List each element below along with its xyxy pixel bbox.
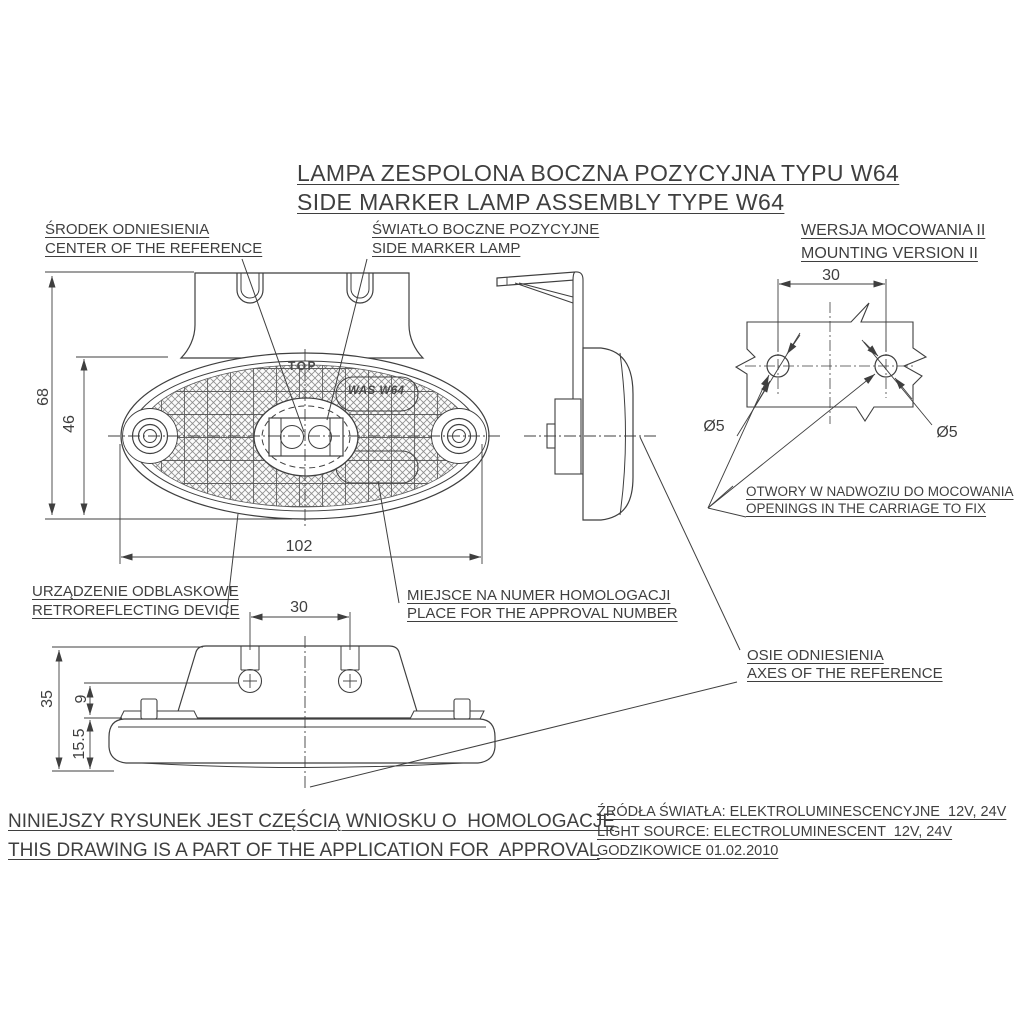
dim-mount-hole-spacing: 30	[822, 267, 840, 284]
light-source-en: LIGHT SOURCE: ELECTROLUMINESCENT 12V, 24V	[597, 824, 953, 840]
dim-stud-spacing: 30	[290, 599, 308, 616]
bottom-view-drawing	[109, 636, 495, 790]
side-view-drawing	[497, 272, 658, 520]
callout-center-reference-pl: ŚRODEK ODNIESIENIA	[45, 221, 210, 238]
dim-total-depth: 35	[39, 690, 56, 708]
callout-mounting-version-pl: WERSJA MOCOWANIA II	[801, 222, 986, 239]
light-source-pl: ŹRÓDŁA ŚWIATŁA: ELEKTROLUMINESCENCYJNE 12V, 24V	[597, 804, 1007, 820]
callout-approval-number-en: PLACE FOR THE APPROVAL NUMBER	[407, 605, 678, 622]
callout-center-reference-en: CENTER OF THE REFERENCE	[45, 240, 263, 257]
callout-retroreflector-pl: URZĄDZENIE ODBLASKOWE	[32, 583, 239, 600]
mounting-plate-drawing	[708, 279, 932, 517]
lens-orientation-marking: TOP	[288, 359, 317, 373]
callout-side-marker-lamp-pl: ŚWIATŁO BOCZNE POZYCYJNE	[372, 221, 600, 238]
dim-hole-dia-right: Ø5	[936, 424, 958, 441]
callout-body-openings-pl: OTWORY W NADWOZIU DO MOCOWANIA	[746, 484, 1014, 499]
dim-front-height: 68	[35, 388, 52, 406]
drawing-title-pl: LAMPA ZESPOLONA BOCZNA POZYCYJNA TYPU W64	[297, 160, 900, 186]
dim-body-depth: 15.5	[71, 728, 88, 760]
dim-hole-dia-left: Ø5	[703, 418, 725, 435]
callout-reference-axes-en: AXES OF THE REFERENCE	[747, 665, 943, 682]
dim-front-width: 102	[285, 538, 313, 555]
dim-stud-offset: 9	[73, 694, 90, 704]
callout-approval-number-pl: MIEJSCE NA NUMER HOMOLOGACJI	[407, 587, 671, 604]
lens-brand-marking: WAS W64	[348, 385, 405, 397]
approval-note-pl: NINIEJSZY RYSUNEK JEST CZĘŚCIĄ WNIOSKU O HOMOLOGACJĘ	[8, 811, 616, 832]
callout-reference-axes-pl: OSIE ODNIESIENIA	[747, 647, 884, 664]
place-and-date: GODZIKOWICE 01.02.2010	[597, 843, 779, 859]
callout-retroreflector-en: RETROREFLECTING DEVICE	[32, 602, 240, 619]
approval-note-en: THIS DRAWING IS A PART OF THE APPLICATION FOR APPROVAL	[8, 840, 600, 861]
drawing-title-en: SIDE MARKER LAMP ASSEMBLY TYPE W64	[297, 189, 785, 215]
callout-side-marker-lamp-en: SIDE MARKER LAMP	[372, 240, 521, 257]
callout-body-openings-en: OPENINGS IN THE CARRIAGE TO FIX	[746, 501, 987, 516]
dim-lens-height: 46	[61, 415, 78, 433]
front-view-drawing	[108, 273, 503, 528]
callout-mounting-version-en: MOUNTING VERSION II	[801, 245, 978, 262]
